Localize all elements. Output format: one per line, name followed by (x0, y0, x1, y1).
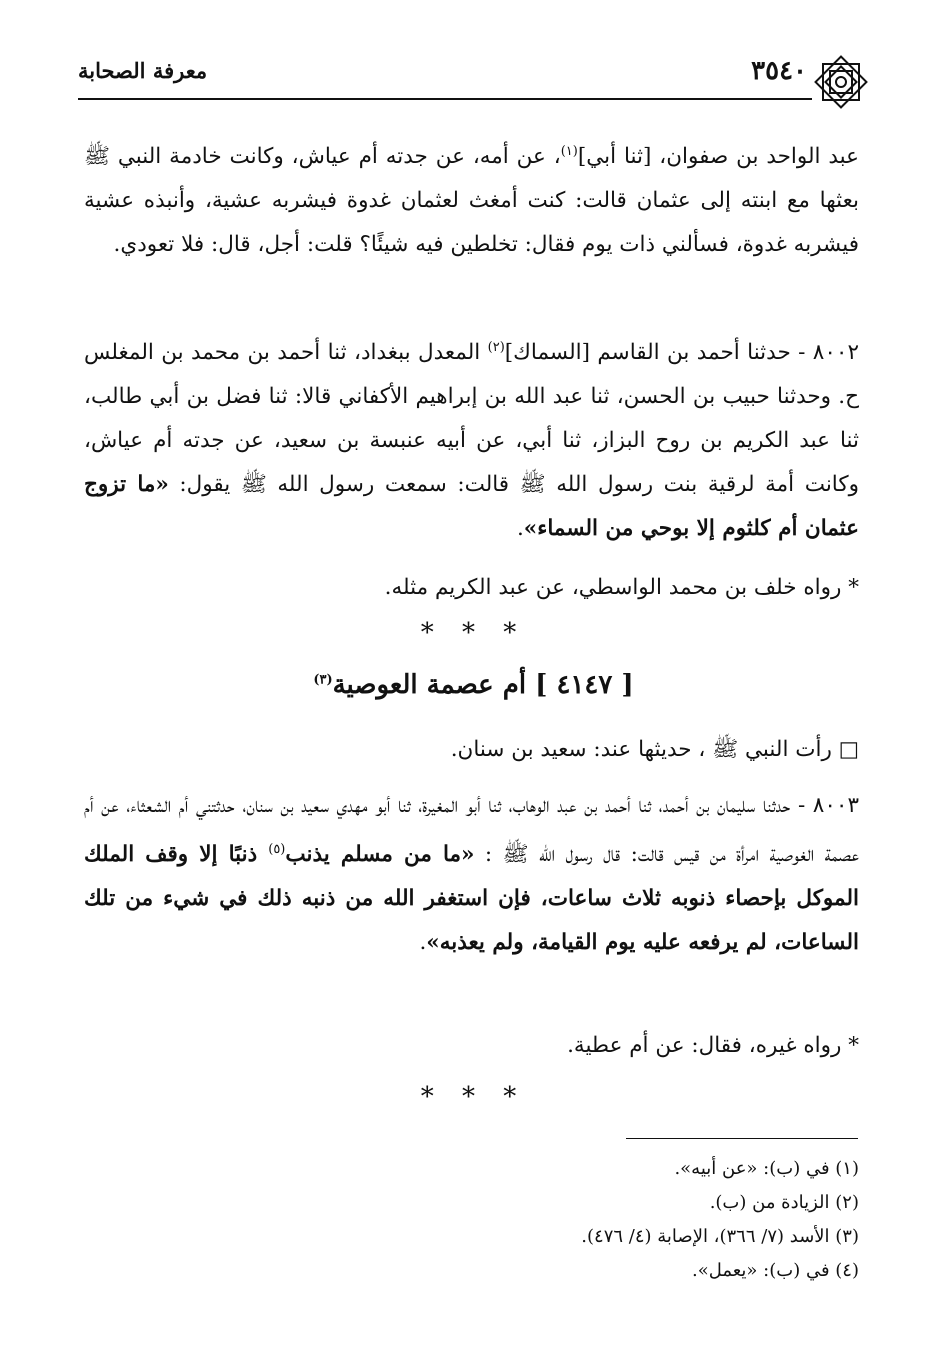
footnotes (99, 1152, 859, 1288)
hadith-8002 (84, 326, 859, 551)
hadith-8002-end: . (516, 516, 524, 542)
section-separator-2: * * * (420, 1082, 527, 1112)
section-heading-text: [ ٤١٤٧ ] أم عصمة العوصية (332, 670, 634, 700)
header-divider (78, 98, 812, 100)
biography-note: □ رأت النبي ﷺ ، حديثها عند: سعيد بن سنان. (450, 737, 859, 762)
paragraph-1-text-b: ، عن أمه، عن جدته أم عياش، وكانت خادمة النبي ﷺ بعثها مع ابنته إلى عثمان قالت: كنت أمغث لعثمان غدوة فيشربه عشية، وأنبذه عشية فيشربه غدوة، فسألني ذات يوم فقال: تخلطين فيه شيئًا؟ قلت: أجل، قال: فلا تعودي. (84, 144, 859, 258)
narration-note-1: * رواه خلف بن محمد الواسطي، عن عبد الكريم مثله. (384, 575, 859, 600)
book-title: معرفة الصحابة (78, 58, 208, 83)
hadith-8003-chain: ٨٠٠٣ - حدثنا سليمان بن أحمد، ثنا أحمد بن عبد الوهاب، ثنا أبو المغيرة، ثنا أبو مهدي سعيد بن سنان، حدثتني أم الشعثاء، عن أم عصمة الغوصية امرأة من قيس قالت: قال رسول الله ﷺ : (84, 793, 859, 868)
section-heading (0, 670, 947, 700)
hadith-8003 (84, 784, 859, 965)
footnote-ref-3: (٣) (313, 672, 333, 688)
paragraph-1 (84, 130, 859, 267)
section-separator-1: * * * (420, 618, 527, 648)
hadith-8002-chain-a: ٨٠٠٢ - حدثنا أحمد بن القاسم [السماك] (504, 340, 859, 366)
footnote-2: (٢) الزيادة من (ب). (709, 1192, 859, 1213)
hadith-8002-chain-b: المعدل ببغداد، ثنا أحمد بن محمد بن المغلس ح. وحدثنا حبيب بن الحسن، ثنا عبد الله بن إبراهيم الأكفاني قالا: ثنا فضل بن أبي طالب، ثنا عبد الكريم بن روح البزاز، ثنا أبي، عن أبيه عنبسة بن سعيد، عن جدته أم عياش، وكانت أمة لرقية بنت رسول الله ﷺ قالت: سمعت رسول الله ﷺ يقول: (84, 340, 859, 498)
hadith-8003-text-a: «ما من مسلم يذنب (285, 842, 475, 868)
octagonal-star-ornament-icon (811, 52, 871, 112)
footnote-ref-2: (٢) (487, 340, 505, 355)
paragraph-1-text-a: عبد الواحد بن صفوان، [ثنا أبي] (577, 144, 860, 170)
narration-note-2: * رواه غيره، فقال: عن أم عطية. (567, 1033, 859, 1058)
footnote-1: (١) في (ب): «عن أبيه». (674, 1158, 859, 1179)
footnote-ref-1: (١) (560, 144, 578, 159)
footnote-3: (٣) الأسد (٧/ ٣٦٦)، الإصابة (٤/ ٤٧٦). (581, 1226, 859, 1247)
hadith-8003-text-b: ذنبًا إلا وقف الملك الموكل بإحصاء ذنوبه ثلاث ساعات، فإن استغفر الله من ذنبه ذلك في شيء من تلك الساعات، لم يرفعه عليه يوم القيامة، ولم يعذبه» (84, 842, 859, 956)
footnote-divider (626, 1138, 858, 1139)
hadith-8002-text: «ما تزوج عثمان أم كلثوم إلا بوحي من السماء» (84, 472, 859, 542)
page-number: ٣٥٤٠ (751, 56, 807, 86)
footnote-ref-5: (٥) (268, 842, 286, 857)
hadith-8003-end: . (419, 930, 427, 956)
footnote-4: (٤) في (ب): «يعمل». (691, 1260, 859, 1281)
